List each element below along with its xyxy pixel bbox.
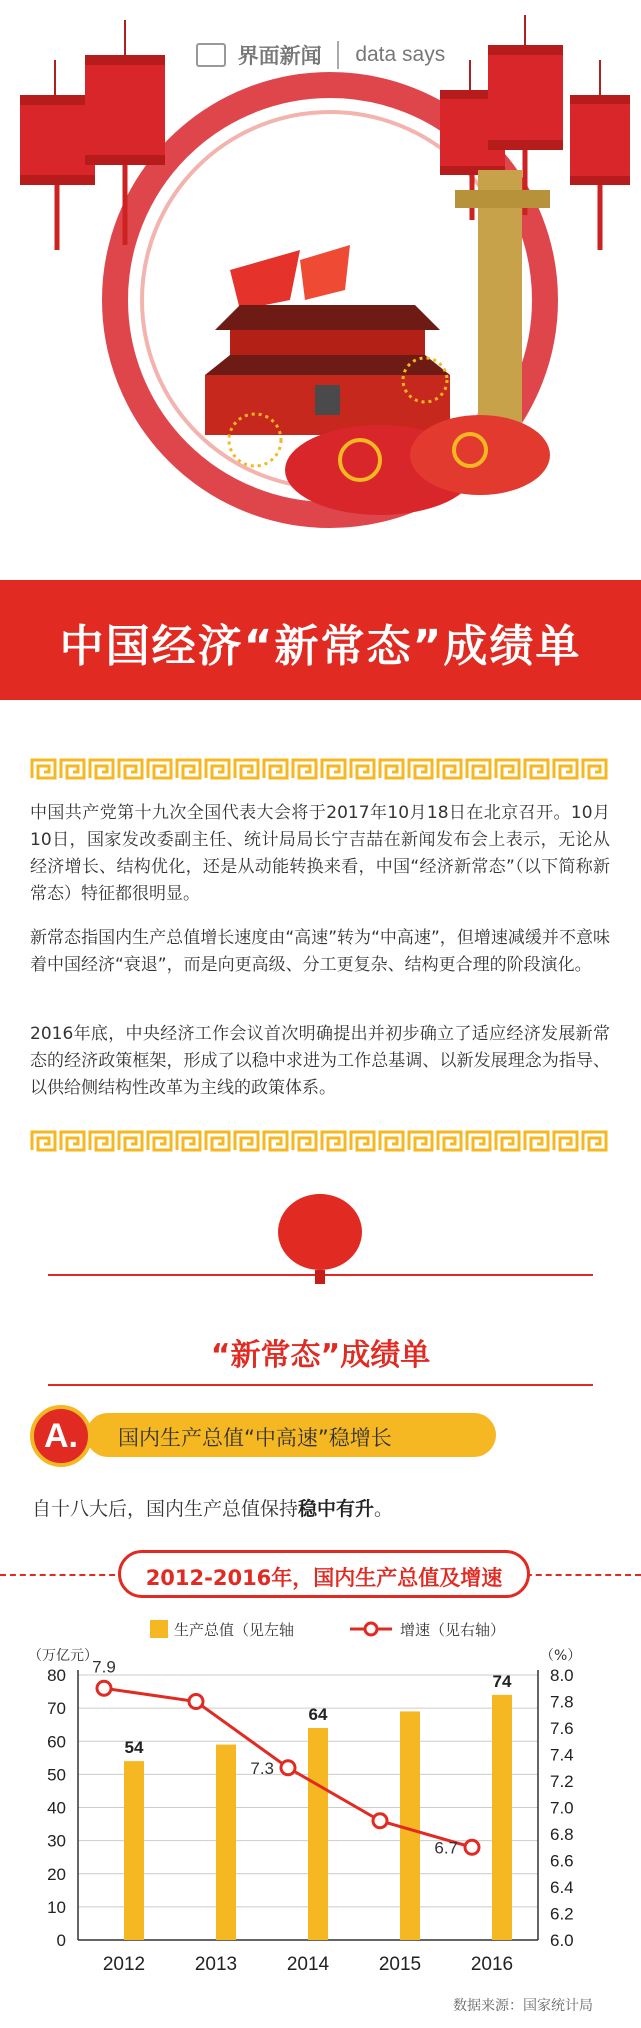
- flag-icon: [230, 250, 300, 310]
- lantern-icon: [85, 20, 165, 245]
- y-right-tick-label: 7.2: [550, 1772, 574, 1791]
- y-left-tick-label: 80: [47, 1666, 66, 1685]
- y-left-tick-label: 40: [47, 1798, 66, 1818]
- gdp-bar-label: 74: [492, 1671, 512, 1691]
- y-left-tick-label: 0: [56, 1931, 66, 1950]
- intro-paragraph-2: 新常态指国内生产总值增长速度由“高速”转为“中高速”，但增速减缓并不意味着中国经济“衰退”，而是向更高级、分工更复杂、结构更合理的阶段演化。: [30, 928, 610, 975]
- y-left-tick-label: 70: [47, 1699, 66, 1719]
- lantern-icon: [20, 60, 95, 250]
- intro-paragraph-1: 中国共产党第十九次全国代表大会将于2017年10月18日在北京召开。10月10日，国家发改委副主任、统计局局长宁吉喆在新闻发布会上表示，无论从经济增长、结构优化，还是从动能转换来看，中国“经济新常态”（以下简称新常态）特征都很明显。: [30, 803, 610, 904]
- y-left-unit: （万亿元）: [28, 1648, 98, 1664]
- tiananmen-gate-icon: [205, 305, 450, 435]
- page-title: 中国经济“新常态”成绩单: [59, 621, 582, 672]
- brand-name-en: data says: [355, 43, 446, 66]
- legend-bar-swatch: [150, 1620, 168, 1638]
- subsection-badge: [30, 1405, 92, 1467]
- data-source: 数据来源：国家统计局: [453, 1998, 593, 2014]
- lantern-icon: [570, 60, 630, 250]
- growth-point: [189, 1695, 203, 1709]
- y-left-tick-label: 30: [47, 1831, 66, 1851]
- growth-point: [281, 1761, 295, 1775]
- decorative-pattern-top: [30, 756, 610, 782]
- section-divider-bottom: [48, 1384, 593, 1386]
- x-tick-label: 2013: [194, 1954, 238, 1975]
- y-right-tick-label: 7.6: [550, 1719, 574, 1738]
- x-tick-label: 2016: [470, 1954, 514, 1975]
- chart-title: 2012-2016年，国内生产总值及增速: [145, 1566, 503, 1590]
- legend-line-marker: [365, 1623, 377, 1635]
- gdp-intro-prefix: 自十八大后，国内生产总值保持: [32, 1498, 299, 1520]
- gdp-bar: [216, 1745, 236, 1940]
- x-tick-label: 2015: [378, 1954, 422, 1975]
- legend-line-label: 增速（见右轴）: [400, 1621, 506, 1639]
- gdp-intro-text: [32, 1494, 393, 1521]
- lantern-icon: [275, 1192, 365, 1287]
- gdp-bar: [124, 1761, 144, 1940]
- hero-illustration: [0, 0, 641, 580]
- y-left-tick-label: 20: [47, 1864, 66, 1884]
- decorative-pattern-bottom: [30, 1128, 610, 1154]
- y-right-tick-label: 6.6: [550, 1851, 574, 1871]
- y-left-tick-label: 50: [47, 1765, 66, 1785]
- subsection-label: 国内生产总值“中高速”稳增长: [118, 1426, 392, 1450]
- gdp-chart: [0, 1600, 641, 1990]
- gdp-bar: [492, 1695, 512, 1940]
- growth-label: 6.7: [434, 1838, 458, 1858]
- gdp-intro-suffix: 。: [374, 1498, 394, 1520]
- badge-letter: A.: [44, 1417, 78, 1455]
- y-right-unit: （%）: [540, 1648, 582, 1664]
- brand-name-cn: 界面新闻: [237, 45, 322, 68]
- y-left-tick-label: 60: [47, 1732, 66, 1752]
- section-title: “新常态”成绩单: [210, 1338, 431, 1373]
- title-banner: [0, 580, 641, 700]
- y-right-tick-label: 6.2: [550, 1904, 574, 1924]
- gdp-bar: [400, 1711, 420, 1940]
- y-right-tick-label: 8.0: [550, 1666, 574, 1685]
- x-tick-label: 2012: [102, 1954, 146, 1975]
- y-left-tick-label: 10: [47, 1897, 66, 1917]
- legend-bar-label: 生产总值（见左轴: [174, 1621, 295, 1639]
- gdp-bar: [308, 1728, 328, 1940]
- growth-label: 7.3: [250, 1758, 274, 1778]
- gdp-bar-label: 64: [308, 1705, 328, 1724]
- y-right-tick-label: 7.4: [550, 1745, 574, 1765]
- growth-label: 7.9: [92, 1657, 116, 1677]
- y-right-tick-label: 7.8: [550, 1692, 574, 1712]
- y-right-tick-label: 6.0: [550, 1931, 574, 1950]
- subsection-pill: [86, 1413, 496, 1457]
- chart-title-box: [118, 1550, 530, 1598]
- gdp-intro-bold: 稳中有升: [298, 1498, 375, 1520]
- y-right-tick-label: 6.8: [550, 1825, 574, 1844]
- growth-point: [97, 1681, 111, 1695]
- y-right-tick-label: 6.4: [550, 1878, 574, 1897]
- growth-point: [465, 1840, 479, 1854]
- intro-paragraph-3: 2016年底，中央经济工作会议首次明确提出并初步确立了适应经济发展新常态的经济政策框架，形成了以稳中求进为工作总基调、以新发展理念为指导、以供给侧结构性改革为主线的政策体系。: [30, 1024, 610, 1098]
- gdp-bar-label: 54: [124, 1738, 144, 1758]
- x-tick-label: 2014: [286, 1954, 330, 1975]
- growth-point: [373, 1814, 387, 1828]
- y-right-tick-label: 7.0: [550, 1798, 574, 1818]
